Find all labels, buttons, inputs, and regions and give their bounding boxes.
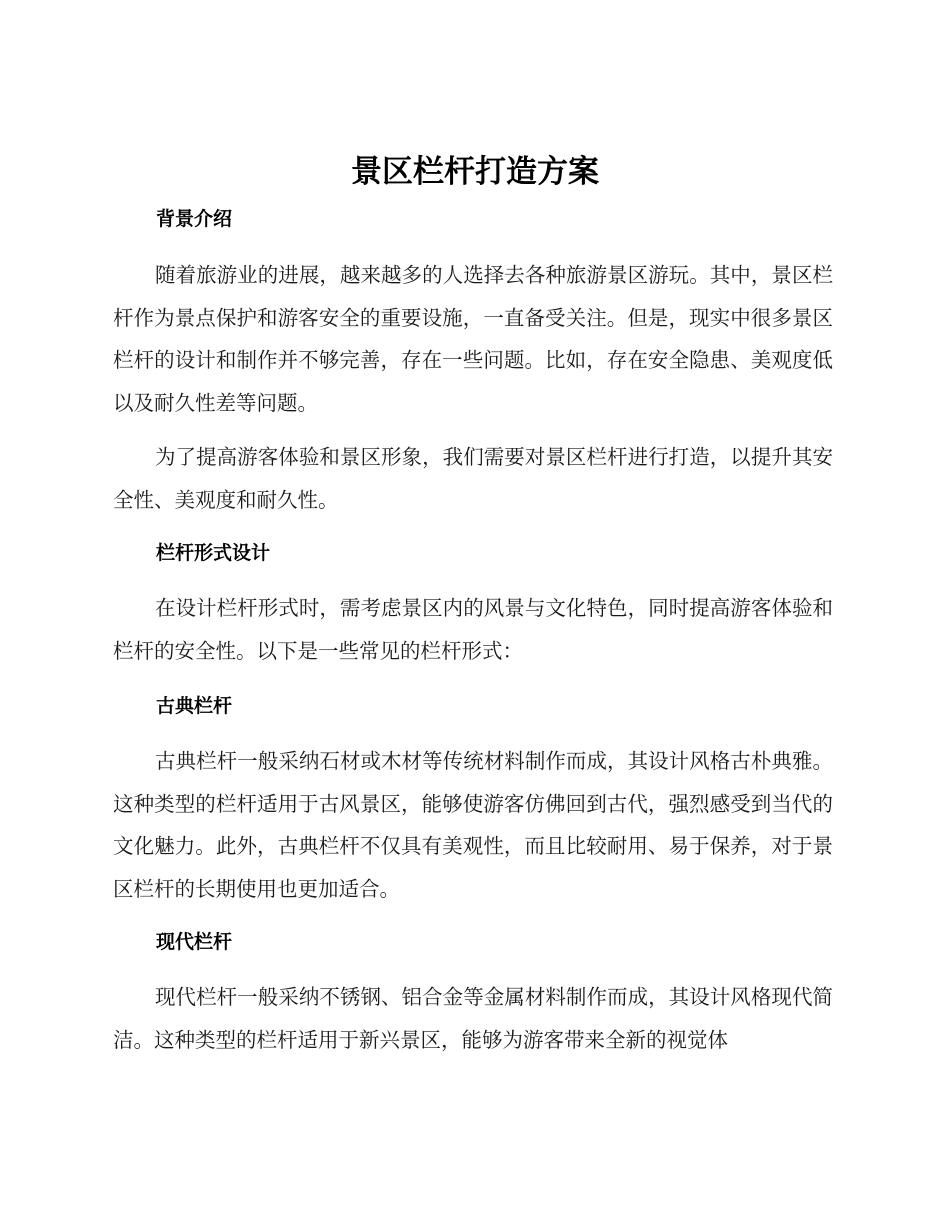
paragraph-background-2: 为了提高游客体验和景区形象，我们需要对景区栏杆进行打造，以提升其安全性、美观度和耐久性。 — [113, 445, 833, 512]
document-title: 景区栏杆打造方案 — [351, 154, 599, 190]
paragraph-classical-railing-1: 古典栏杆一般采纳石材或木材等传统材料制作而成，其设计风格古朴典雅。这种类型的栏杆适用于古风景区，能够使游客仿佛回到古代，强烈感受到当代的文化魅力。此外，古典栏杆不仅具有美观性，而且比较耐用、易于保养，对于景区栏杆的长期使用也更加适合。 — [113, 749, 833, 901]
section-heading-classical-railing: 古典栏杆 — [156, 695, 233, 717]
paragraph-modern-railing-1: 现代栏杆一般采纳不锈钢、铝合金等金属材料制作而成，其设计风格现代简洁。这种类型的栏杆适用于新兴景区，能够为游客带来全新的视觉体 — [113, 985, 833, 1052]
paragraph-background-1: 随着旅游业的进展，越来越多的人选择去各种旅游景区游玩。其中，景区栏杆作为景点保护和游客安全的重要设施，一直备受关注。但是，现实中很多景区栏杆的设计和制作并不够完善，存在一些问题。比如，存在安全隐患、美观度低以及耐久性差等问题。 — [113, 263, 833, 415]
section-heading-railing-design: 栏杆形式设计 — [156, 542, 271, 564]
section-heading-background: 背景介绍 — [156, 208, 233, 230]
section-heading-modern-railing: 现代栏杆 — [156, 931, 233, 953]
paragraph-railing-design-1: 在设计栏杆形式时，需考虑景区内的风景与文化特色，同时提高游客体验和栏杆的安全性。以下是一些常见的栏杆形式： — [113, 596, 833, 663]
